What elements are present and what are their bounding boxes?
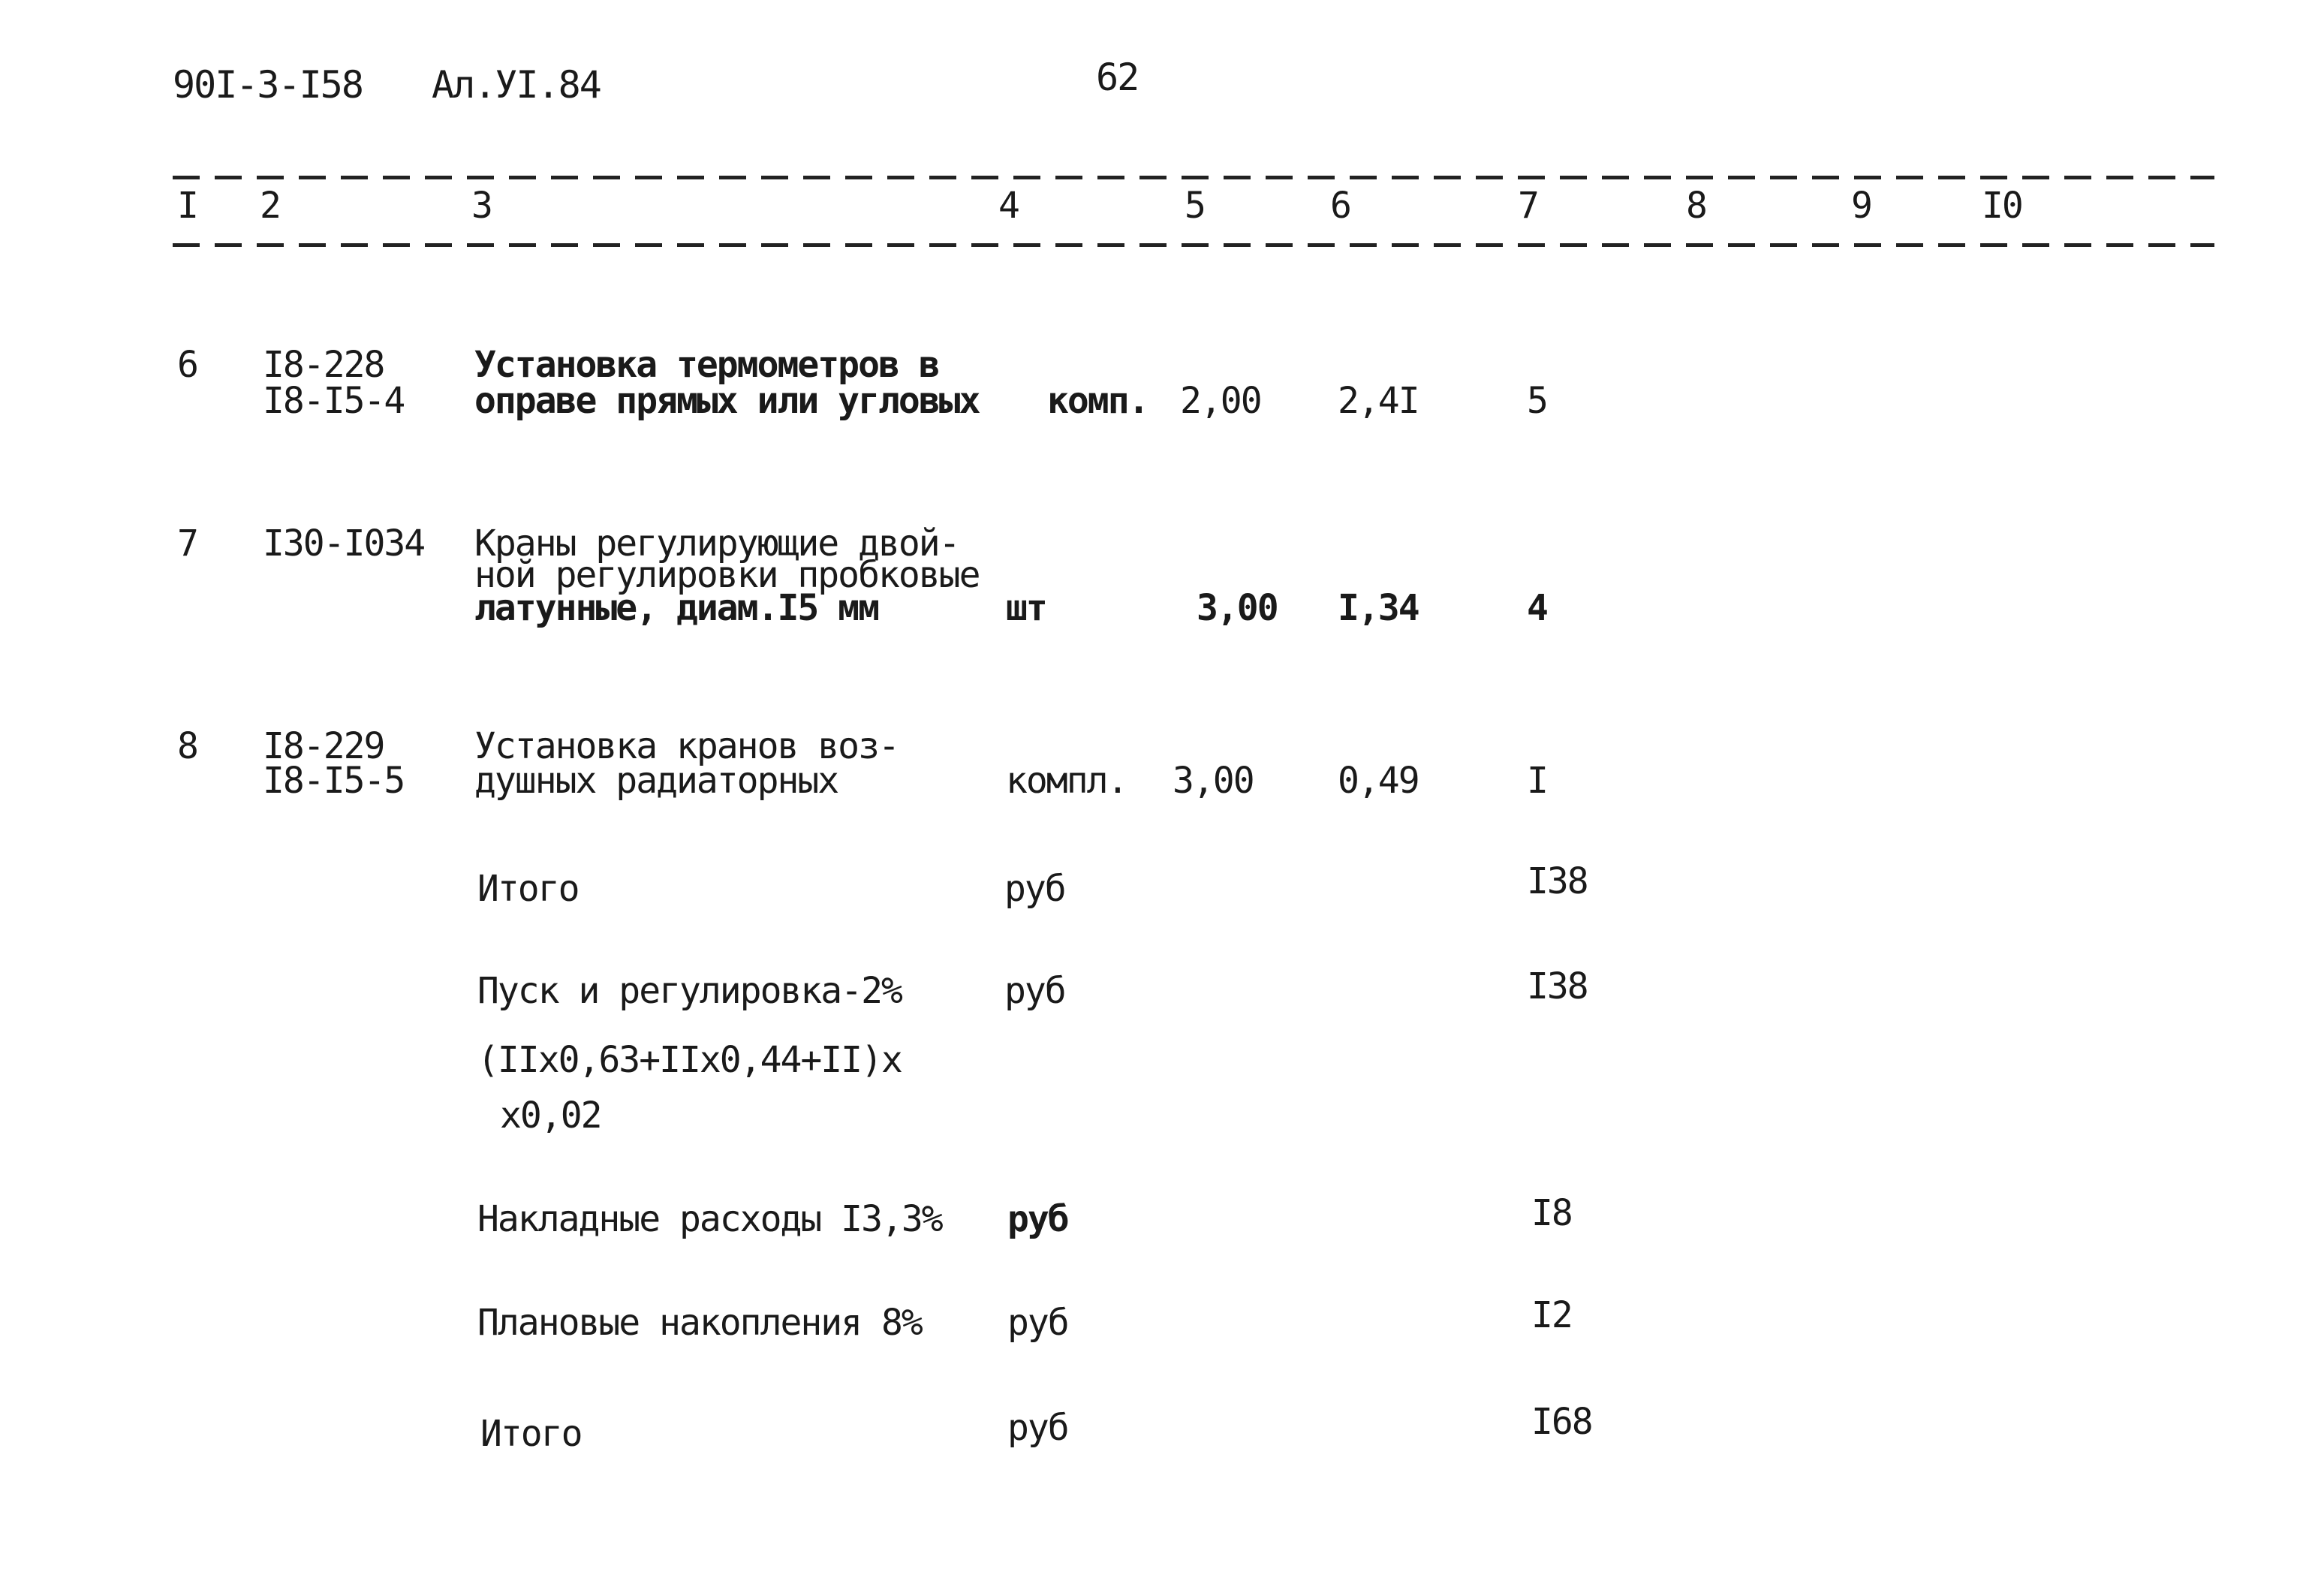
document-code: 90I-3-I58: [173, 63, 363, 107]
total-cost: I: [1527, 760, 1547, 802]
norm-code: I8-229: [263, 725, 384, 767]
row-number: 6: [177, 344, 197, 386]
total-cost: 5: [1527, 380, 1547, 422]
work-description-line-2: ной регулировки пробковые: [474, 554, 980, 596]
summary-value: I8: [1531, 1192, 1572, 1234]
work-description-line-3: латунные, диам.I5 мм: [474, 587, 878, 629]
total-cost: 4: [1527, 587, 1547, 629]
summary-label: Итого: [480, 1413, 582, 1455]
column-header-1: I: [177, 185, 197, 227]
work-description-line-1: Краны регулирующие двой-: [474, 522, 959, 565]
work-description-line-1: Установка кранов воз-: [474, 725, 899, 767]
unit-price: I,34: [1338, 587, 1419, 629]
norm-code: I8-228: [263, 344, 384, 386]
row-number: 8: [177, 725, 197, 767]
quantity: 3,00: [1173, 760, 1254, 802]
column-header-10: I0: [1982, 185, 2022, 227]
column-header-4: 4: [998, 185, 1019, 227]
unit: компл.: [1006, 760, 1127, 802]
summary-unit: руб: [1004, 868, 1065, 910]
column-header-8: 8: [1686, 185, 1706, 227]
unit-price: 0,49: [1338, 760, 1419, 802]
top-dashed-rule: [173, 176, 2214, 179]
summary-label: Плановые накопления 8%: [477, 1302, 922, 1344]
work-description-line-2: оправе прямых или угловых: [474, 380, 980, 422]
norm-code: I30-I034: [263, 522, 425, 565]
summary-label: Пуск и регулировка-2%: [477, 970, 902, 1012]
summary-value: I2: [1531, 1294, 1572, 1336]
page-number: 62: [1096, 56, 1139, 99]
unit: шт: [1006, 587, 1046, 629]
unit-price: 2,4I: [1338, 380, 1419, 422]
row-number: 7: [177, 522, 197, 565]
column-header-5: 5: [1185, 185, 1205, 227]
column-header-7: 7: [1518, 185, 1538, 227]
unit: комп.: [1047, 380, 1148, 422]
formula-line-1: (IIx0,63+IIx0,44+II)x: [477, 1039, 902, 1081]
summary-label: Накладные расходы I3,3%: [477, 1198, 942, 1240]
bottom-dashed-rule: [173, 243, 2214, 247]
summary-value: I68: [1531, 1401, 1592, 1443]
formula-line-2: x0,02: [500, 1095, 601, 1137]
norm-code-secondary: I8-I5-4: [263, 380, 405, 422]
summary-unit: руб: [1007, 1198, 1068, 1240]
column-header-3: 3: [471, 185, 492, 227]
summary-unit: руб: [1004, 970, 1065, 1012]
quantity: 2,00: [1180, 380, 1261, 422]
quantity: 3,00: [1197, 587, 1278, 629]
column-header-9: 9: [1851, 185, 1871, 227]
norm-code-secondary: I8-I5-5: [263, 760, 405, 802]
summary-unit: руб: [1007, 1407, 1068, 1449]
summary-value: I38: [1527, 860, 1588, 902]
column-header-2: 2: [260, 185, 280, 227]
summary-unit: руб: [1007, 1302, 1068, 1344]
column-header-6: 6: [1330, 185, 1350, 227]
work-description-line-2: душных радиаторных: [474, 760, 838, 802]
work-description-line-1: Установка термометров в: [474, 344, 939, 386]
summary-label: Итого: [477, 868, 579, 910]
summary-value: I38: [1527, 965, 1588, 1007]
album-number: Ал.УI.84: [432, 63, 601, 107]
